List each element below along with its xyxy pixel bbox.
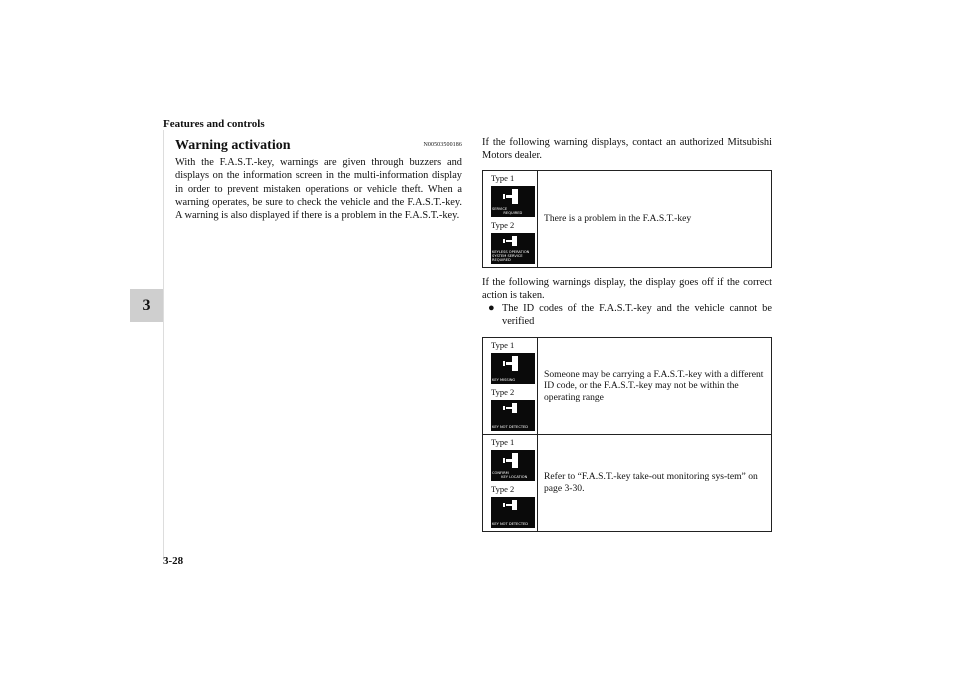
black-circle-bullet-icon: ● [488, 302, 495, 315]
type-label: Type 1 [491, 436, 515, 447]
section-paragraph: With the F.A.S.T.-key, warnings are given through buzzers and displays on the information screen in the multi-information display in order to prevent mistaken operations or vehicle theft. When a warning operates, be sure to check the vehicle and the F.A.S.T.-key. A warning is also displayed if there is a problem in the F.A.S.T.-key. [175, 157, 462, 222]
action-intro: If the following warnings display, the display goes off if the correct action is taken. [482, 276, 772, 301]
right-column [482, 136, 772, 532]
page-number: 3-28 [163, 555, 184, 567]
section-code: N00503500186 [423, 142, 462, 148]
table-row [483, 170, 772, 267]
section-title: Warning activation [175, 138, 291, 153]
bullet-text: The ID codes of the F.A.S.T.-key and the vehicle cannot be verified [502, 303, 772, 328]
icon-caption: KEY NOT DETECTED [492, 424, 529, 429]
type-label: Type 2 [491, 483, 515, 494]
key-fob-icon [503, 356, 523, 372]
table-row [483, 434, 772, 531]
warning-display-icon [491, 400, 535, 431]
warning-display-icon [491, 186, 535, 217]
bullet-item [482, 302, 772, 329]
type-label: Type 2 [491, 219, 515, 230]
warning-display-icon [491, 233, 535, 264]
type-label: Type 2 [491, 386, 515, 397]
description-cell: Refer to “F.A.S.T.-key take-out monitoring sys-tem” on page 3-30. [538, 434, 772, 531]
key-fob-icon [503, 453, 523, 469]
type-cell [483, 170, 538, 267]
icon-caption: KEY NOT DETECTED [492, 521, 529, 526]
key-fob-icon [503, 236, 523, 248]
left-column [175, 136, 462, 222]
warning-display-icon [491, 497, 535, 528]
warning-display-icon [491, 450, 535, 481]
type-cell [483, 434, 538, 531]
type-cell [483, 337, 538, 434]
section-heading [175, 136, 462, 156]
key-fob-icon [503, 500, 523, 512]
chapter-tab: 3 [130, 289, 163, 322]
icon-caption: CONFIRM KEY LOCATION [492, 470, 528, 479]
icon-caption: KEYLESS OPERATION SYSTEM SERVICE REQUIRED [492, 249, 530, 262]
key-fob-icon [503, 189, 523, 205]
type-label: Type 1 [491, 339, 515, 350]
table-row [483, 337, 772, 434]
description-cell: Someone may be carrying a F.A.S.T.-key with a different ID code, or the F.A.S.T.-key may not be within the operating range [538, 337, 772, 434]
key-fob-icon [503, 403, 523, 415]
dealer-intro: If the following warning displays, contact an authorized Mitsubishi Motors dealer. [482, 137, 772, 162]
running-header: Features and controls [163, 118, 265, 130]
chapter-rule [163, 130, 164, 560]
warning-display-icon [491, 353, 535, 384]
type-label: Type 1 [491, 172, 515, 183]
icon-caption: KEY MISSING [492, 377, 516, 382]
icon-caption: SERVICE REQUIRED [492, 206, 523, 215]
description-cell: There is a problem in the F.A.S.T.-key [538, 170, 772, 267]
warning-table-dealer [482, 170, 772, 268]
warning-table-action [482, 337, 772, 532]
